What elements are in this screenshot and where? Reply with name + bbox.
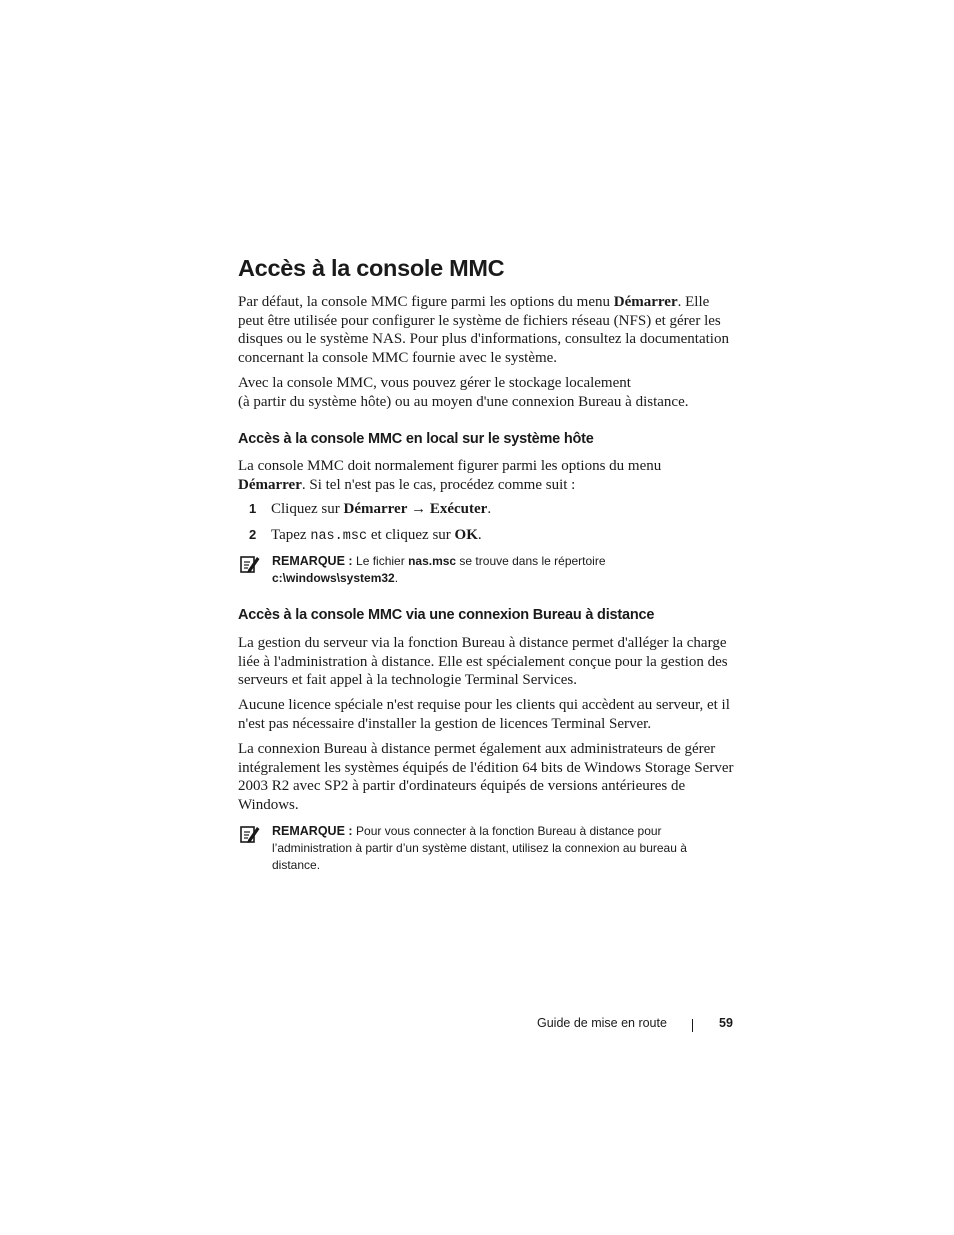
section2-heading: Accès à la console MMC via une connexion Bureau à distance: [238, 607, 655, 623]
step-text-a: Tapez: [271, 527, 311, 543]
page-footer: [238, 1016, 738, 1036]
note-text: [272, 553, 712, 587]
step-number: 1: [249, 501, 257, 516]
arrow-icon: →: [407, 501, 430, 517]
note-label: REMARQUE :: [272, 554, 357, 568]
step-text: [271, 500, 491, 519]
note-body: Pour vous connecter à la fonction Bureau à distance pour l’administration à partir d’un système distant, utilisez la connexion au bureau à distance.: [272, 824, 687, 873]
note-text-a: Le fichier: [356, 554, 409, 568]
step-text-b: et cliquez sur: [367, 527, 455, 543]
section2-paragraph-1: La gestion du serveur via la fonction Bureau à distance permet d'alléger la charge liée à l'administration à distance. Elle est spécialement conçue pour la gestion des serveurs et fait appel à la technologie Terminal Services.: [238, 635, 728, 689]
note-label: REMARQUE :: [272, 824, 357, 838]
note-pencil-icon: [240, 824, 260, 844]
menu-name: Démarrer: [613, 294, 678, 310]
step-text-end: .: [477, 527, 482, 543]
command-code: nas.msc: [310, 529, 368, 544]
page-number: 59: [719, 1016, 733, 1030]
step-text-a: Cliquez sur: [271, 501, 344, 517]
intro-text: Par défaut, la console MMC figure parmi les options du menu: [238, 294, 614, 310]
section1-text-cont: . Si tel n'est pas le cas, procédez comme suit :: [301, 476, 576, 493]
intro-p2-line1: Avec la console MMC, vous pouvez gérer le stockage localement: [238, 375, 631, 391]
section2-paragraph-3: La connexion Bureau à distance permet également aux administrateurs de gérer intégralement les systèmes équipés de l'édition 64 bits de Windows Storage Server 2003 R2 avec SP2 à partir d'ordinateurs équipés de versions antérieures de Windows.: [238, 741, 734, 813]
file-name: nas.msc: [408, 554, 457, 568]
section1-text: La console MMC doit normalement figurer parmi les options du menu: [238, 458, 662, 474]
intro-p2-line2: (à partir du système hôte) ou au moyen d'une connexion Bureau à distance.: [238, 393, 689, 410]
section2-paragraph-2: Aucune licence spéciale n'est requise pour les clients qui accèdent au serveur, et il n'est pas nécessaire d'installer la gestion de licences Terminal Server.: [238, 697, 730, 732]
directory-path: c:\windows\system32: [272, 571, 395, 586]
intro-paragraph-1: [238, 293, 738, 367]
note-text: [272, 823, 702, 875]
note-text-c: se trouve dans le répertoire: [456, 554, 606, 568]
note-text-end: .: [394, 571, 399, 586]
note-pencil-icon: [240, 554, 260, 574]
menu-item: Exécuter: [429, 501, 488, 517]
button-name: OK: [454, 527, 478, 543]
step-text-end: .: [487, 501, 492, 517]
menu-name: Démarrer: [343, 501, 408, 517]
section1-heading: Accès à la console MMC en local sur le système hôte: [238, 431, 594, 447]
step-text: [271, 526, 482, 547]
intro-text-cont: . Elle peut être utilisée pour configurer le système de fichiers réseau (NFS) et gérer les disques ou le système NAS. Pour plus d'informations, consultez la documentation concernant la console MMC fournie avec le système.: [238, 294, 729, 366]
intro-paragraph-2: [238, 374, 738, 411]
footer-divider: [692, 1019, 693, 1032]
section1-paragraph: [238, 457, 738, 494]
footer-title: Guide de mise en route: [537, 1016, 667, 1030]
page-title: Accès à la console MMC: [238, 255, 505, 281]
step-number: 2: [249, 527, 257, 542]
menu-name: Démarrer: [238, 476, 302, 493]
